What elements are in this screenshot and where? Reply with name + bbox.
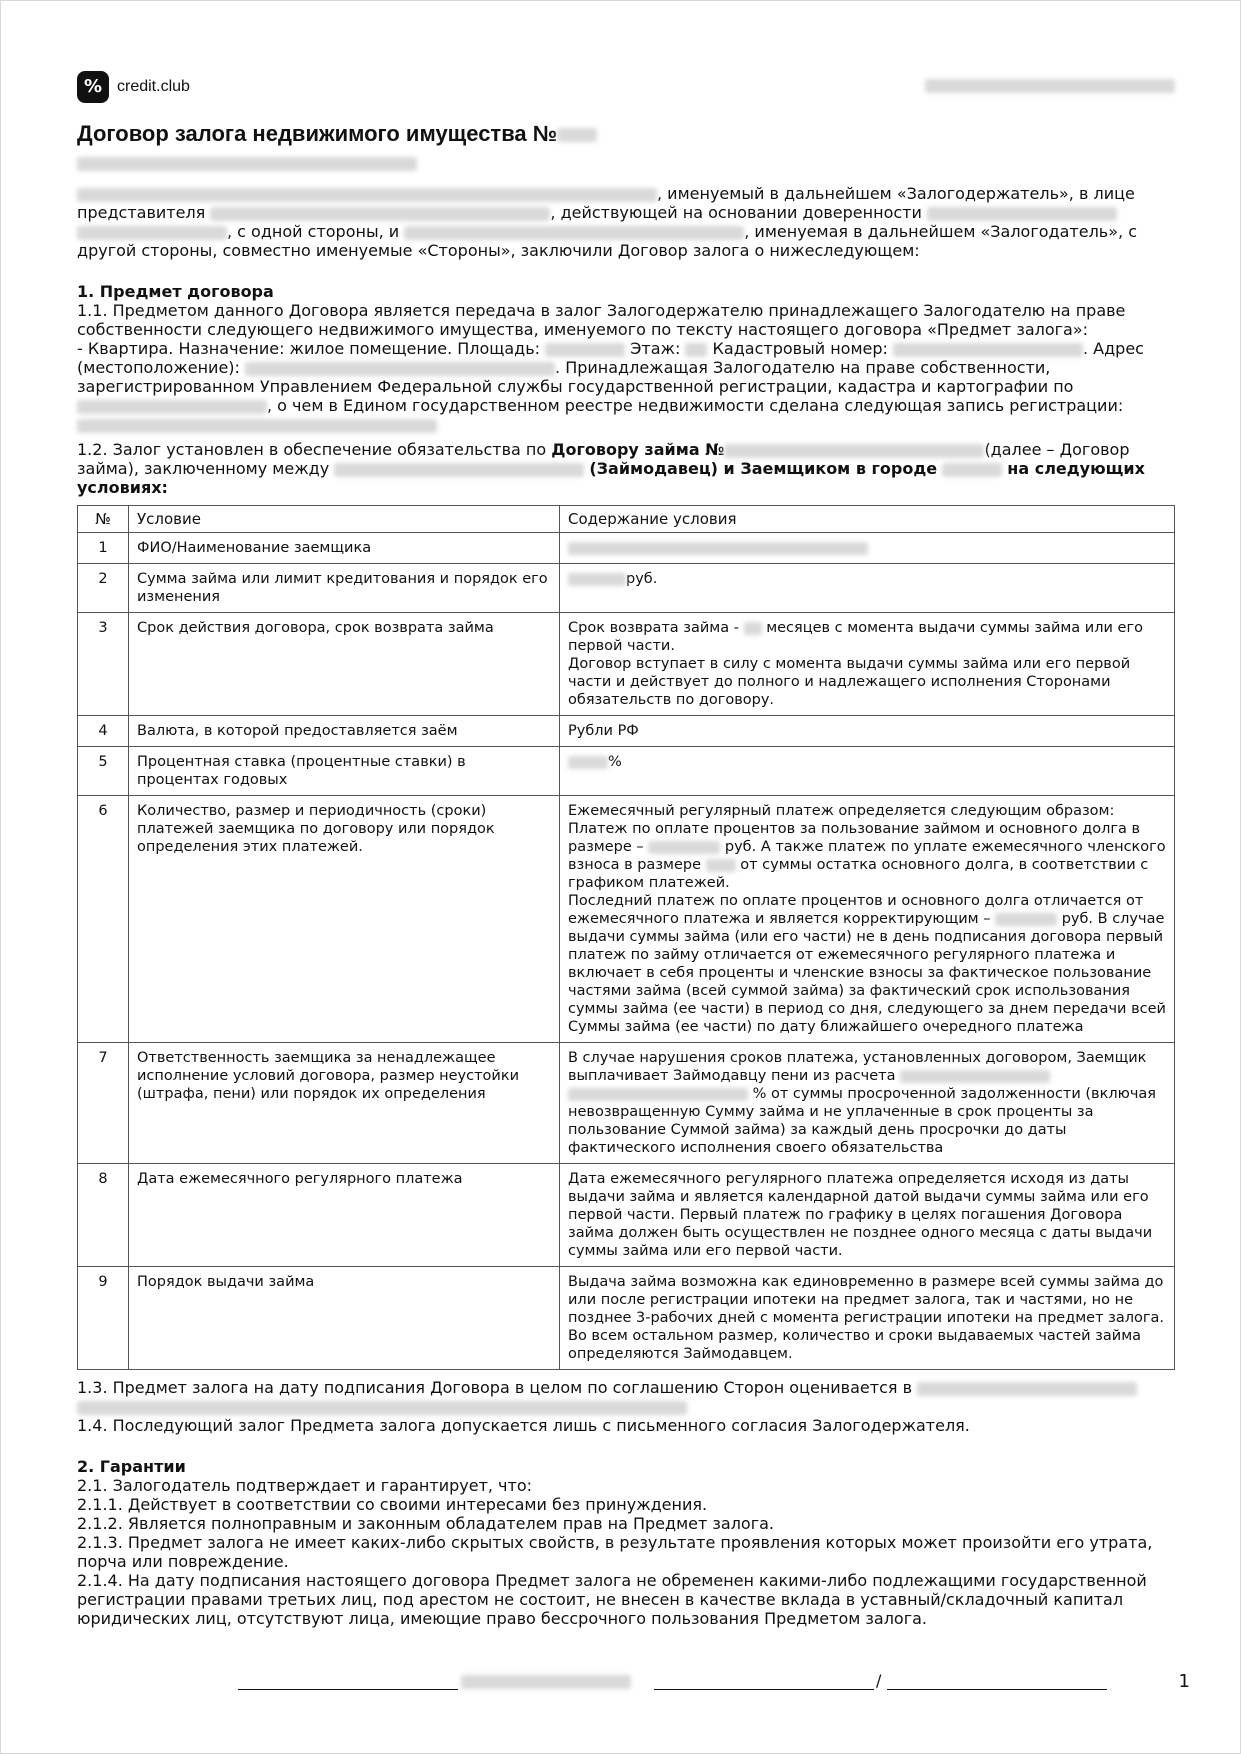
logo bbox=[77, 71, 190, 103]
logo-text: credit.club bbox=[117, 78, 190, 95]
section-2-1: 2.1. Залогодатель подтверждает и гарантирует, что: bbox=[77, 1476, 533, 1495]
redacted-city-date bbox=[925, 79, 1175, 93]
table-header-number: № bbox=[78, 506, 129, 533]
page-number: 1 bbox=[1178, 1671, 1190, 1692]
document-content bbox=[77, 69, 1175, 1628]
section-2-1-4: 2.1.4. На дату подписания настоящего договора Предмет залога не обременен какими-либо подлежащими государственной регистрации правами третьих лиц, под арестом не состоит, не внесен в качестве вклада в уставный/складочный капитал юридических лиц, отсутствуют лица, имеющие право бессрочного пользования Предметом залога. bbox=[77, 1571, 1147, 1628]
table-header-row bbox=[78, 506, 1175, 533]
signature-blank-1 bbox=[238, 1679, 458, 1690]
section-1-3: 1.3. Предмет залога на дату подписания Договора в целом по соглашению Сторон оценивается в bbox=[77, 1378, 1175, 1416]
table-row: 6 Количество, размер и периодичность (сроки) платежей заемщика по договору или порядок определения этих платежей. Ежемесячный регулярный платеж определяется следующим образом: Платеж по оплате процентов за пользование займом и основного долга в размере – руб. А также платеж по уплате ежемесячного членского взноса в размере от суммы остатка основного долга, в соответствии с графиком платежей. Последний платеж по оплате процентов и основного долга отличается от ежемесячного платежа и является корректирующим – руб. В случае выдачи суммы займа (или его части) не в день подписания договора первый платеж по займу отличается от ежемесячного регулярного платежа и включает в себя проценты и членские взносы за фактическое пользование частями займа (всей суммой займа) за фактический срок использования суммы займа (ее части) в период со дня, следующего за днем передачи всей Суммы займа (ее части) по дату ближайшего очередного платежа bbox=[78, 796, 1175, 1043]
redacted-subtitle bbox=[77, 153, 1175, 172]
table-header-content: Содержание условия bbox=[560, 506, 1175, 533]
section-2-1-2: 2.1.2. Является полноправным и законным обладателем прав на Предмет залога. bbox=[77, 1514, 775, 1533]
table-row: 2 Сумма займа или лимит кредитования и порядок его изменения руб. bbox=[78, 564, 1175, 613]
signature-line bbox=[161, 1671, 1141, 1695]
section-1-heading: 1. Предмет договора bbox=[77, 282, 274, 301]
table-row: 4 Валюта, в которой предоставляется заём Рубли РФ bbox=[78, 716, 1175, 747]
redacted-contract-number bbox=[557, 128, 597, 142]
table-row: 1 ФИО/Наименование заемщика bbox=[78, 533, 1175, 564]
signature-slash: / bbox=[876, 1671, 882, 1690]
table-header-condition: Условие bbox=[129, 506, 560, 533]
redacted-borrower-name bbox=[568, 542, 868, 555]
section-1-1: 1.1. Предметом данного Договора является передача в залог Залогодержателю принадлежащего Залогодателю на праве собственности следующего недвижимого имущества, именуемого по тексту настоящего договора «Предмет залога»: bbox=[77, 301, 1126, 339]
signature-blank-3 bbox=[887, 1679, 1107, 1690]
section-2-1-3: 2.1.3. Предмет залога не имеет каких-либо скрытых свойств, в результате проявления которых может произойти его утрата, порча или повреждение. bbox=[77, 1533, 1153, 1571]
intro-paragraph: , именуемый в дальнейшем «Залогодержатель», в лице представителя , действующей на основании доверенности , с одной стороны, и , именуемая в дальнейшем «Залогодатель», с другой стороны, совместно именуемые «Стороны», заключили Договор залога о нижеследующем: bbox=[77, 184, 1137, 260]
document-title: Договор залога недвижимого имущества № bbox=[77, 121, 1175, 147]
section-1-4: 1.4. Последующий залог Предмета залога допускается лишь с письменного согласия Залогодержателя. bbox=[77, 1416, 970, 1435]
section-2-heading: 2. Гарантии bbox=[77, 1457, 186, 1476]
table-row: 7 Ответственность заемщика за ненадлежащее исполнение условий договора, размер неустойки (штрафа, пени) или порядок их определения В случае нарушения сроков платежа, установленных договором, Заемщик выплачивает Займодавцу пени из расчета % от суммы просроченной задолженности (включая невозвращенную Сумму займа и не уплаченные в срок проценты за пользование Суммой займа) за каждый день просрочки до даты фактического исполнения своего обязательства bbox=[78, 1043, 1175, 1164]
redacted-signatory-name bbox=[461, 1675, 631, 1689]
table-row: 9 Порядок выдачи займа Выдача займа возможна как единовременно в размере всей суммы займа до или после регистрации ипотеки на предмет залога, так и частями, но не позднее 3-рабочих дней с момента регистрации ипотеки на предмет залога. Во всем остальном размер, количество и сроки выдаваемых частей займа определяются Займодавцем. bbox=[78, 1267, 1175, 1370]
signature-blank-2 bbox=[654, 1679, 874, 1690]
loan-conditions-table bbox=[77, 505, 1175, 1370]
property-description: - Квартира. Назначение: жилое помещение. Площадь: Этаж: Кадастровый номер: . Адрес (местоположение): . Принадлежащая Залогодателю на праве собственности, зарегистрированном Управлением Федеральной службы государственной регистрации, кадастра и картографии по , о чем в Едином государственном реестре недвижимости сделана следующая запись регистрации: bbox=[77, 339, 1175, 434]
table-row: 5 Процентная ставка (процентные ставки) в процентах годовых % bbox=[78, 747, 1175, 796]
percent-icon: % bbox=[77, 71, 109, 103]
header bbox=[77, 69, 1175, 105]
table-row: 3 Срок действия договора, срок возврата займа Срок возврата займа - месяцев с момента выдачи суммы займа или его первой части. Договор вступает в силу с момента выдачи суммы займа или его первой части и действует до полного и надлежащего исполнения Сторонами обязательств по договору. bbox=[78, 613, 1175, 716]
section-2-1-1: 2.1.1. Действует в соответствии со своими интересами без принуждения. bbox=[77, 1495, 708, 1514]
table-row: 8 Дата ежемесячного регулярного платежа Дата ежемесячного регулярного платежа определяется исходя из даты выдачи займа и является календарной датой выдачи суммы займа или его первой части. Первый платеж по графику в целях погашения Договора займа должен быть осуществлен не позднее одного месяца с даты выдачи суммы займа или его первой части. bbox=[78, 1164, 1175, 1267]
section-1-2: 1.2. Залог установлен в обеспечение обязательства по Договору займа № (далее – Договор займа), заключенному между (Займодавец) и Заемщиком в городе на следующих условиях: bbox=[77, 440, 1145, 497]
